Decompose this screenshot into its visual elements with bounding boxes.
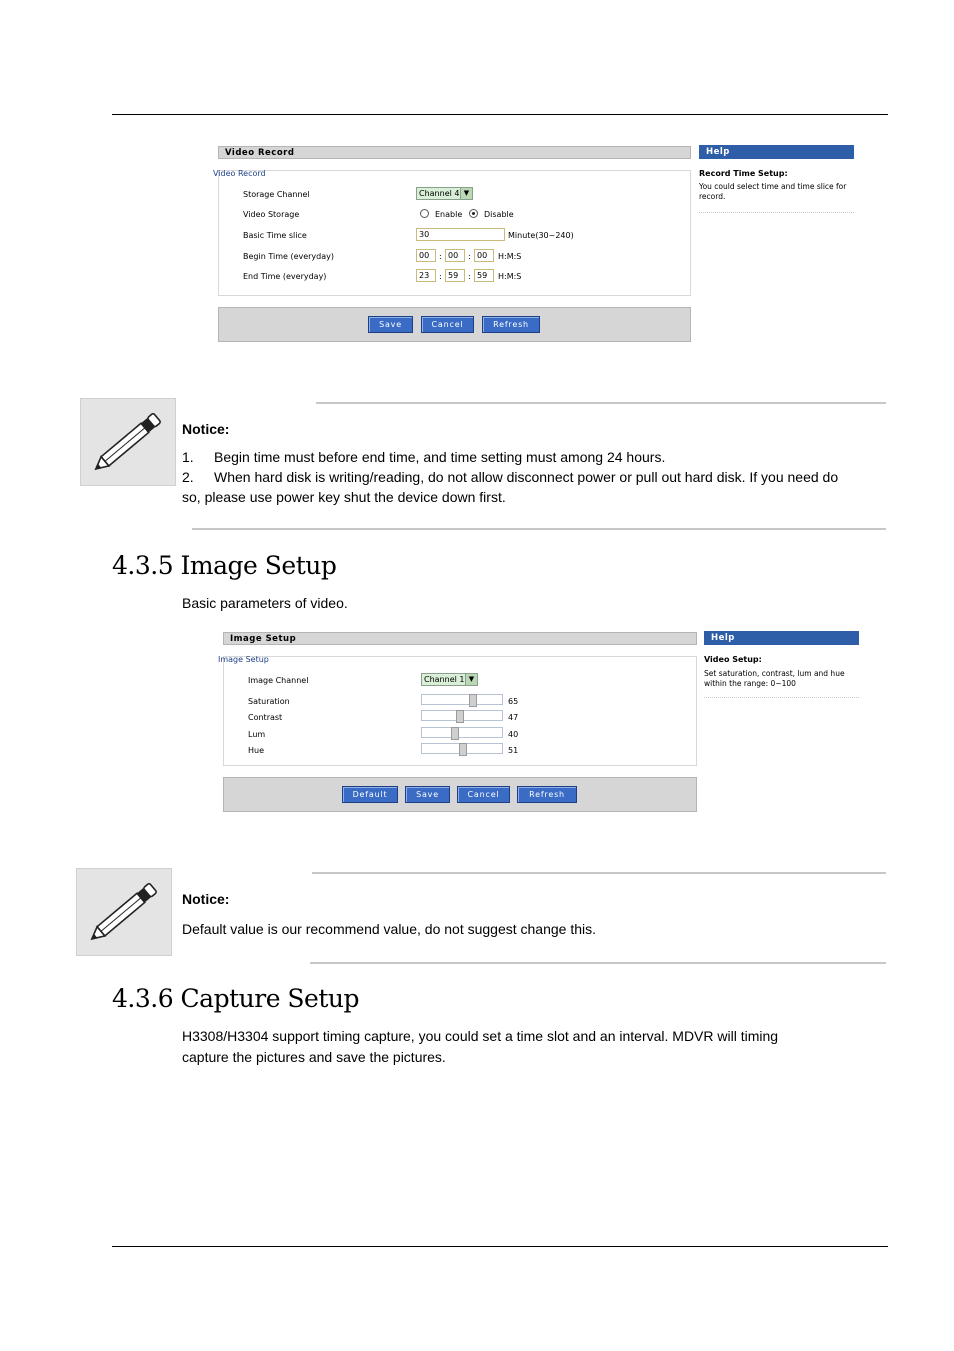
lum-value: 40 [508,730,519,739]
cancel-button[interactable]: Cancel [421,316,474,333]
video-record-section-label: Video Record [213,169,266,178]
image-channel-select[interactable] [421,673,478,686]
notice-1-item-2-text-line-2: so, please use power key shut the device down first. [182,489,506,505]
hue-slider-thumb[interactable] [459,743,467,756]
begin-time-label: Begin Time (everyday) [243,252,335,261]
image-setup-help-bar: Help [704,631,859,645]
notice-2-bottom-rule [310,962,886,964]
end-minute-input[interactable]: 59 [445,269,465,282]
basic-time-slice-unit: Minute(30~240) [508,231,574,240]
section-capture-text-line-1: H3308/H3304 support timing capture, you could set a time slot and an interval. MDVR will timing [182,1028,779,1044]
notice-1-item-2-text-line-1: When hard disk is writing/reading, do not allow disconnect power or pull out hard disk. If you need do [214,469,839,485]
notice-2-text: Default value is our recommend value, do not suggest change this. [182,921,597,937]
pencil-icon [81,399,175,485]
section-image-setup-intro: Basic parameters of video. [182,595,348,611]
notice-2-top-rule [312,872,886,874]
video-record-help-bar: Help [699,145,854,159]
lum-label: Lum [248,730,266,739]
contrast-value: 47 [508,713,519,722]
video-record-help-text: You could select time and time slice for record. [699,182,847,201]
end-sep-1: : [439,272,442,281]
header-rule [112,114,888,115]
saturation-slider-thumb[interactable] [469,694,477,707]
end-second-input[interactable]: 59 [474,269,494,282]
section-capture-setup-heading: 4.3.6 Capture Setup [112,984,360,1013]
section-capture-text-line-2: capture the pictures and save the pictures. [182,1049,446,1065]
enable-radio[interactable] [420,209,429,218]
video-record-titlebar: Video Record [218,146,691,159]
contrast-label: Contrast [248,713,283,722]
notice-1-item-2-number: 2. [182,469,194,485]
notice-1-top-rule [316,402,886,404]
image-setup-titlebar: Image Setup [223,632,697,645]
image-cancel-button[interactable]: Cancel [457,786,510,803]
notice-1-item-1-number: 1. [182,449,194,465]
default-button[interactable]: Default [342,786,398,803]
chevron-down-icon: ▼ [465,674,477,685]
image-setup-help-heading: Video Setup: [704,655,762,664]
notice-1-bottom-rule [192,528,886,530]
begin-second-input[interactable]: 00 [474,249,494,262]
storage-channel-select[interactable] [416,187,473,200]
storage-channel-value: Channel 4 [419,189,460,198]
contrast-slider-thumb[interactable] [456,710,464,723]
notice-1-icon-box [80,398,176,486]
refresh-button[interactable]: Refresh [482,316,540,333]
chevron-down-icon: ▼ [460,188,472,199]
image-setup-section-label: Image Setup [218,655,269,664]
begin-hour-input[interactable]: 00 [416,249,436,262]
hue-value: 51 [508,746,519,755]
disable-radio-label: Disable [484,210,514,219]
pencil-icon [77,869,171,955]
end-sep-2: : [468,272,471,281]
image-refresh-button[interactable]: Refresh [517,786,577,803]
disable-radio[interactable] [469,209,478,218]
notice-1-heading: Notice: [182,421,230,437]
begin-sep-1: : [439,252,442,261]
hue-slider[interactable] [421,743,503,754]
end-hour-input[interactable]: 23 [416,269,436,282]
begin-hms-label: H:M:S [498,252,522,261]
save-button[interactable]: Save [368,316,413,333]
basic-time-slice-input[interactable]: 30 [416,228,505,241]
lum-slider[interactable] [421,727,503,738]
notice-1-item-1-text: Begin time must before end time, and time setting must among 24 hours. [214,449,666,465]
enable-radio-label: Enable [435,210,463,219]
begin-sep-2: : [468,252,471,261]
lum-slider-thumb[interactable] [451,727,459,740]
video-record-help-divider [699,212,854,213]
video-storage-label: Video Storage [243,210,300,219]
basic-time-slice-label: Basic Time slice [243,231,307,240]
notice-2-icon-box [76,868,172,956]
contrast-slider[interactable] [421,710,503,721]
video-record-help-heading: Record Time Setup: [699,169,788,178]
end-time-label: End Time (everyday) [243,272,327,281]
notice-2-heading: Notice: [182,891,230,907]
section-image-setup-heading: 4.3.5 Image Setup [112,551,337,580]
image-setup-help-text: Set saturation, contrast, lum and hue within the range: 0~100 [704,669,845,688]
footer-rule [112,1246,888,1247]
saturation-slider[interactable] [421,694,503,705]
image-setup-help-divider [704,697,859,698]
storage-channel-label: Storage Channel [243,190,310,199]
saturation-label: Saturation [248,697,290,706]
saturation-value: 65 [508,697,519,706]
end-hms-label: H:M:S [498,272,522,281]
begin-minute-input[interactable]: 00 [445,249,465,262]
hue-label: Hue [248,746,265,755]
image-save-button[interactable]: Save [405,786,450,803]
image-channel-label: Image Channel [248,676,309,685]
image-channel-value: Channel 1 [424,675,465,684]
